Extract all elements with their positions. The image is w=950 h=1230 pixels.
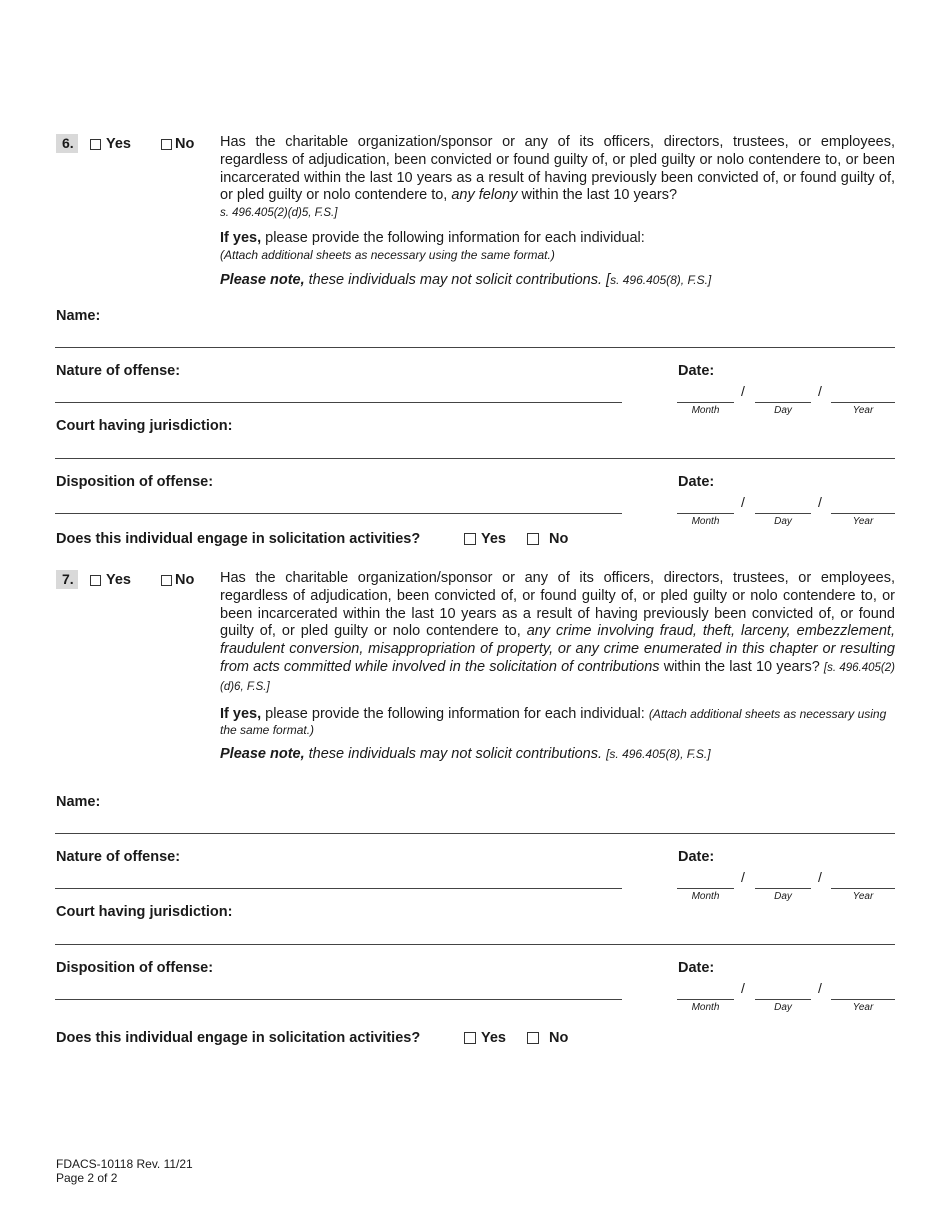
q6-date2-month-caption: Month (691, 516, 720, 527)
q6-nature-label: Nature of offense: (56, 363, 181, 379)
q6-please-note (220, 272, 711, 288)
q6-solicitation-question: Does this individual engage in solicitation activities? (56, 531, 421, 547)
q6-if-yes (220, 230, 645, 246)
q6-solicitation-no-checkbox[interactable] (527, 531, 568, 547)
footer-page-number: Page 2 of 2 (56, 1171, 118, 1185)
q6-question-end: within the last 10 years? (517, 187, 678, 204)
q7-if-yes-bold: If yes, (220, 706, 262, 722)
q7-please-note-bold: Please note, (220, 746, 305, 762)
q6-date1-slash2: / (818, 383, 822, 399)
q7-solicitation-question: Does this individual engage in solicitation activities? (56, 1030, 421, 1046)
q7-please-note-text: these individuals may not solicit contributions. (304, 746, 607, 762)
q7-please-note-cite: [s. 496.405(8), F.S.] (606, 747, 711, 761)
q7-date2-day-line[interactable] (755, 999, 811, 1000)
q7-date2-month-caption: Month (691, 1002, 720, 1013)
q7-yes-box[interactable] (90, 575, 101, 586)
q6-date2-month-line[interactable] (677, 513, 734, 514)
q7-no-label: No (175, 572, 195, 588)
q7-yes-label: Yes (106, 572, 131, 588)
q6-date2-slash2: / (818, 494, 822, 510)
q6-no-label: No (175, 136, 195, 152)
q7-attach-note: (Attach additional sheets as necessary using the same format.) (220, 707, 887, 737)
q7-date2-year-caption: Year (852, 1002, 874, 1013)
q6-solicitation-yes-checkbox[interactable] (464, 531, 506, 547)
q7-date2-slash1: / (741, 980, 745, 996)
footer-form-id: FDACS-10118 Rev. 11/21 (56, 1157, 193, 1171)
q6-if-yes-text: please provide the following information for each individual: (261, 230, 645, 246)
q7-if-yes-text: please provide the following information for each individual: (261, 706, 649, 722)
q6-yes-label: Yes (106, 136, 131, 152)
q7-date1-day-caption: Day (774, 891, 792, 902)
q6-please-note-text: these individuals may not solicit contributions. [ (304, 272, 611, 288)
q6-citation: s. 496.405(2)(d)5, F.S.] (220, 207, 338, 219)
q7-date1-label: Date: (678, 849, 715, 865)
q6-date1-month-caption: Month (691, 405, 720, 416)
q7-solicitation-no-checkbox[interactable] (527, 1030, 568, 1046)
q6-question-italic: any felony (451, 187, 518, 204)
q7-solicitation-no-box[interactable] (527, 1032, 539, 1044)
q6-if-yes-bold: If yes, (220, 230, 262, 246)
q7-question-plain: Has the charitable organization/sponsor or any of its officers, directors, trustees, or employees, regardless of adjudication, been convicted of, or found guilty of, or pled guilty or nolo contendere to, or been incarcerated within the last 10 years as a result of having previously been convicted of, or found guilty of, or pled guilty or nolo contendere to, (220, 570, 895, 640)
q7-solicitation-yes-label: Yes (481, 1030, 506, 1046)
footer (56, 1157, 193, 1185)
q6-name-label: Name: (56, 308, 101, 324)
q7-question-text (220, 570, 895, 697)
q6-solicitation-yes-label: Yes (481, 531, 506, 547)
q6-question-plain: Has the charitable organization/sponsor or any of its officers, directors, trustees, or employees, regardless of adjudication, been convicted or found guilty of, or pled guilty or nolo contendere to, or been incarcerated within the last 10 years as a result of having previously been convicted of, or found guilty of, or pled guilty or nolo contendere to, (220, 134, 895, 204)
q6-solicitation-no-box[interactable] (527, 533, 539, 545)
q7-no-box[interactable] (161, 575, 172, 586)
q6-yes-checkbox[interactable] (90, 136, 131, 152)
q7-date1-day-line[interactable] (755, 888, 811, 889)
q6-date2-slash1: / (741, 494, 745, 510)
q7-if-yes (220, 706, 896, 738)
q7-name-label: Name: (56, 794, 101, 810)
q7-court-label: Court having jurisdiction: (56, 904, 233, 920)
q7-date2-month-line[interactable] (677, 999, 734, 1000)
q6-date1-day-line[interactable] (755, 402, 811, 403)
q6-date1-year-line[interactable] (831, 402, 895, 403)
q7-date1-slash1: / (741, 869, 745, 885)
q7-please-note (220, 746, 711, 762)
q7-date1-year-caption: Year (852, 891, 874, 902)
q7-disposition-line[interactable] (55, 999, 622, 1000)
q6-no-checkbox[interactable] (161, 136, 194, 152)
q6-disposition-line[interactable] (55, 513, 622, 514)
q7-solicitation-yes-box[interactable] (464, 1032, 476, 1044)
q7-date1-slash2: / (818, 869, 822, 885)
q7-solicitation-no-label: No (549, 1030, 569, 1046)
q7-question-italic: any crime involving fraud, theft, larceny, embezzlement, fraudulent conversion, misappropriation of property, or any crime enumerated in this chapter or resulting from acts committed while involved in the solicitation of contributions (220, 623, 895, 675)
q6-solicitation-no-label: No (549, 531, 569, 547)
q7-nature-label: Nature of offense: (56, 849, 181, 865)
q6-court-line[interactable] (55, 458, 895, 459)
q6-no-box[interactable] (161, 139, 172, 150)
q7-date2-slash2: / (818, 980, 822, 996)
q6-date1-month-line[interactable] (677, 402, 734, 403)
q7-citation: [s. 496.405(2)(d)6, F.S.] (220, 661, 895, 693)
q7-solicitation-yes-checkbox[interactable] (464, 1030, 506, 1046)
q6-yes-box[interactable] (90, 139, 101, 150)
q6-date2-day-line[interactable] (755, 513, 811, 514)
q7-date2-year-line[interactable] (831, 999, 895, 1000)
q6-nature-line[interactable] (55, 402, 622, 403)
q6-date1-day-caption: Day (774, 405, 792, 416)
q7-disposition-label: Disposition of offense: (56, 960, 214, 976)
q6-please-note-bold: Please note, (220, 272, 305, 288)
q6-solicitation-yes-box[interactable] (464, 533, 476, 545)
q7-date1-month-line[interactable] (677, 888, 734, 889)
q6-date2-day-caption: Day (774, 516, 792, 527)
q6-date1-slash1: / (741, 383, 745, 399)
q6-attach-note: (Attach additional sheets as necessary using the same format.) (220, 248, 555, 262)
q6-court-label: Court having jurisdiction: (56, 418, 233, 434)
q7-date2-label: Date: (678, 960, 715, 976)
q7-date1-year-line[interactable] (831, 888, 895, 889)
q6-please-note-cite: s. 496.405(8), F.S.] (610, 273, 712, 287)
q7-yes-checkbox[interactable] (90, 572, 131, 588)
q7-no-checkbox[interactable] (161, 572, 194, 588)
q6-date2-year-caption: Year (852, 516, 874, 527)
q6-disposition-label: Disposition of offense: (56, 474, 214, 490)
q7-name-line[interactable] (55, 833, 895, 834)
q7-nature-line[interactable] (55, 888, 622, 889)
q7-date2-day-caption: Day (774, 1002, 792, 1013)
q6-date2-label: Date: (678, 474, 715, 490)
q6-date2-year-line[interactable] (831, 513, 895, 514)
q6-name-line[interactable] (55, 347, 895, 348)
q6-date1-label: Date: (678, 363, 715, 379)
question-7-number: 7. (56, 570, 78, 589)
q7-question-end: within the last 10 years? (659, 658, 824, 675)
q7-court-line[interactable] (55, 944, 895, 945)
q7-date1-month-caption: Month (691, 891, 720, 902)
question-6-number: 6. (56, 134, 78, 153)
q6-question-text (220, 134, 895, 205)
q6-date1-year-caption: Year (852, 405, 874, 416)
